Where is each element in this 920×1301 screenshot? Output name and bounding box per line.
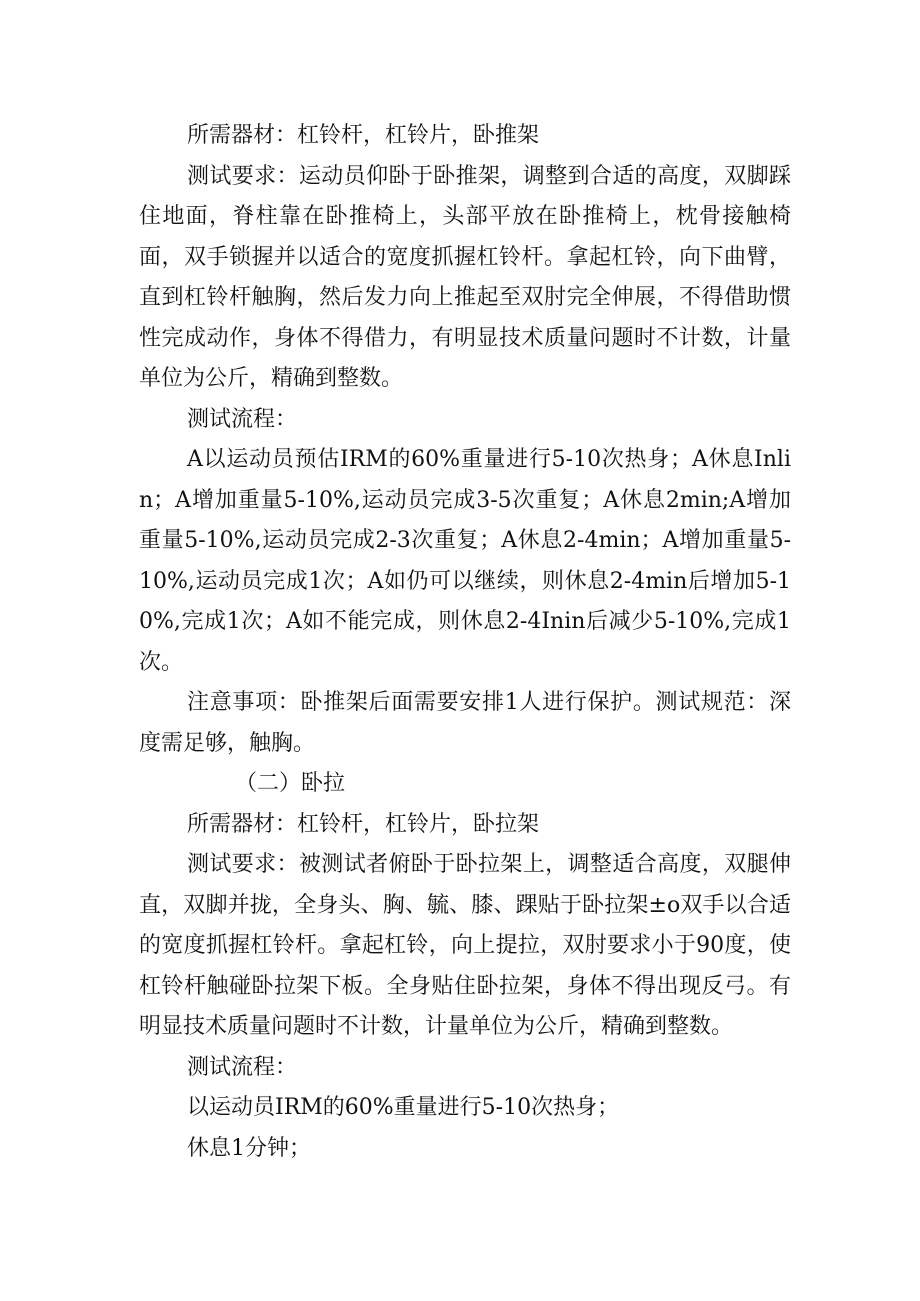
section-heading-prone-row: （二）卧拉 — [235, 771, 346, 796]
paragraph-procedure-step-1: 以运动员IRM的60%重量进行5-10次热身； — [187, 1095, 620, 1120]
paragraph-procedure-label-bench: 测试流程： — [187, 406, 298, 432]
paragraph-equipment-row: 所需器材：杠铃杆，杠铃片，卧拉架 — [187, 811, 540, 837]
paragraph-notes-bench: 注意事项：卧推架后面需要安排1人进行保护。测试规范：深度需足够，触胸。 — [139, 690, 791, 756]
paragraph-procedure-bench: A以运动员预估IRM的60%重量进行5-10次热身；A休息Inlin；A增加重量5-10%,运动员完成3-5次重复；A休息2min;A增加重量5-10%,运动员完成2-3次重复；A休息2-4min；A增加重量5-10%,运动员完成1次；A如仍可以继续，则休息2-4min后增加5-10%,完成1次；A如不能完成，则休息2-4Inin后减少5-10%,完成1次。 — [139, 447, 791, 675]
paragraph-procedure-label-row: 测试流程： — [187, 1054, 298, 1080]
paragraph-requirements-bench: 测试要求：运动员仰卧于卧推架，调整到合适的高度，双脚踩住地面，脊柱靠在卧推椅上，头部平放在卧推椅上，枕骨接触椅面，双手锁握并以适合的宽度抓握杠铃杆。拿起杠铃，向下曲臂，直到杠铃杆触胸，然后发力向上推起至双肘完全伸展，不得借助惯性完成动作，身体不得借力，有明显技术质量问题时不计数，计量单位为公斤，精确到整数。 — [139, 163, 791, 391]
document-body — [139, 116, 791, 1169]
paragraph-procedure-step-2: 休息1分钟； — [187, 1135, 311, 1161]
paragraph-requirements-row: 测试要求：被测试者俯卧于卧拉架上，调整适合高度，双腿伸直，双脚并拢，全身头、胸、毓、膝、踝贴于卧拉架±o双手以合适的宽度抓握杠铃杆。拿起杠铃，向上提拉，双肘要求小于90度，使杠铃杆触碰卧拉架下板。全身贴住卧拉架，身体不得出现反弓。有明显技术质量问题时不计数，计量单位为公斤，精确到整数。 — [139, 852, 791, 1039]
paragraph-equipment-bench: 所需器材：杠铃杆，杠铃片，卧推架 — [187, 123, 540, 148]
